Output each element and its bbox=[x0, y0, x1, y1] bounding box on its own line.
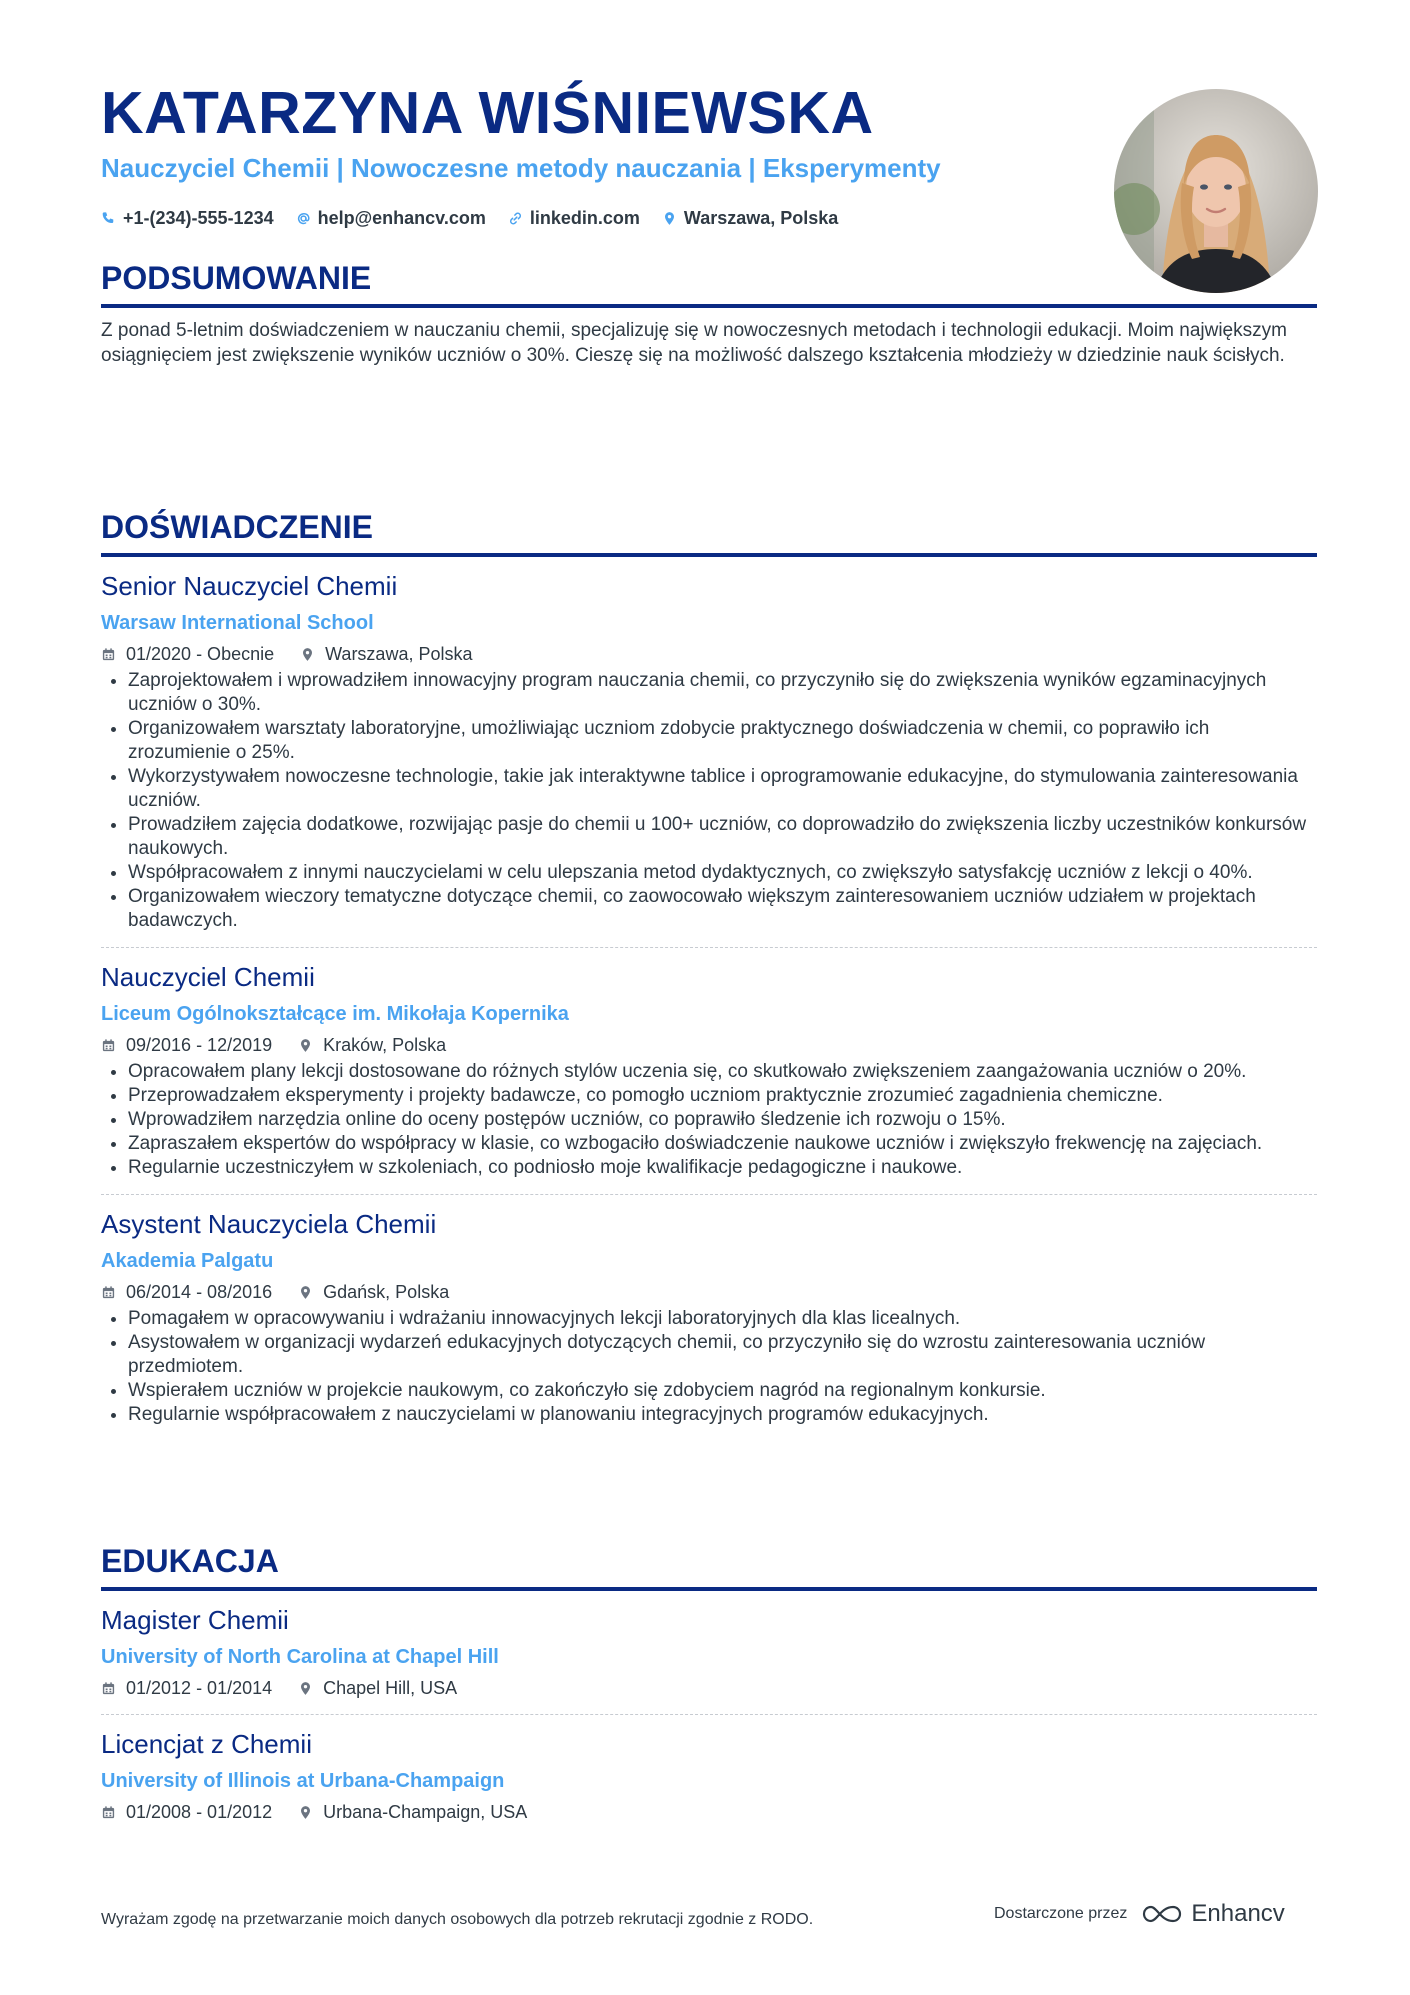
contact-email-text: help@enhancv.com bbox=[317, 207, 486, 228]
education-location-text: Urbana-Champaign, USA bbox=[323, 1801, 528, 1822]
job-dates-text: 09/2016 - 12/2019 bbox=[126, 1034, 273, 1055]
experience-entry bbox=[101, 964, 1317, 1195]
degree-title: Magister Chemii bbox=[101, 1605, 289, 1635]
summary-title: PODSUMOWANIE bbox=[101, 262, 1317, 308]
job-meta bbox=[101, 1033, 1317, 1057]
education-meta bbox=[101, 1800, 1317, 1824]
job-bullets bbox=[101, 1307, 1317, 1427]
experience-entry bbox=[101, 573, 1317, 948]
job-location bbox=[298, 1035, 446, 1056]
map-pin-icon bbox=[300, 647, 315, 662]
map-pin-icon bbox=[298, 1285, 313, 1300]
job-title: Asystent Nauczyciela Chemii bbox=[101, 1209, 437, 1239]
job-title: Senior Nauczyciel Chemii bbox=[101, 571, 398, 601]
contact-bar bbox=[101, 206, 838, 230]
bullet-item: Wykorzystywałem nowoczesne technologie, takie jak interaktywne tablice i oprogramowanie edukacyjne, do stymulowania zainteresowania uczniów. bbox=[101, 765, 1317, 813]
candidate-name: KATARZYNA WIŚNIEWSKA bbox=[101, 80, 874, 146]
education-meta bbox=[101, 1676, 1317, 1700]
bullet-item: Organizowałem wieczory tematyczne dotyczące chemii, co zaowocowało większym zainteresowaniem uczniów udziałem w projektach badawczych. bbox=[101, 885, 1317, 933]
contact-location-text: Warszawa, Polska bbox=[683, 207, 839, 228]
powered-by-label: Dostarczone przez bbox=[994, 1905, 1128, 1922]
job-dates-text: 01/2020 - Obecnie bbox=[126, 643, 275, 664]
bullet-item: Zaprojektowałem i wprowadziłem innowacyjny program nauczania chemii, co przyczyniło się do zwiększenia wyników egzaminacyjnych uczniów o 30%. bbox=[101, 669, 1317, 717]
bullet-item: Organizowałem warsztaty laboratoryjne, umożliwiając uczniom zdobycie praktycznego doświadczenia w chemii, co poprawiło ich zrozumienie o 25%. bbox=[101, 717, 1317, 765]
brand-link[interactable] bbox=[1139, 1900, 1284, 1928]
bullet-item: Regularnie uczestniczyłem w szkoleniach, co podniosło moje kwalifikacje pedagogiczne i naukowe. bbox=[101, 1156, 1317, 1180]
school-name: University of Illinois at Urbana-Champaign bbox=[101, 1770, 505, 1792]
enhancv-logo-icon bbox=[1139, 1902, 1185, 1926]
bullet-item: Regularnie współpracowałem z nauczycielami w planowaniu integracyjnych programów edukacyjnych. bbox=[101, 1403, 1317, 1427]
phone-icon bbox=[101, 211, 116, 226]
contact-phone[interactable] bbox=[101, 208, 274, 229]
link-icon bbox=[508, 211, 523, 226]
education-location bbox=[298, 1802, 527, 1823]
bullet-item: Prowadziłem zajęcia dodatkowe, rozwijając pasje do chemii u 100+ uczniów, co doprowadziło do zwiększenia liczby uczestników konkursów naukowych. bbox=[101, 813, 1317, 861]
job-title: Nauczyciel Chemii bbox=[101, 962, 315, 992]
map-pin-icon bbox=[662, 211, 677, 226]
contact-linkedin[interactable] bbox=[508, 208, 640, 229]
job-location bbox=[298, 1282, 449, 1303]
calendar-icon bbox=[101, 1681, 116, 1696]
job-dates bbox=[101, 644, 274, 665]
calendar-icon bbox=[101, 1038, 116, 1053]
job-location-text: Warszawa, Polska bbox=[325, 643, 473, 664]
job-location bbox=[300, 644, 472, 665]
bullet-item: Pomagałem w opracowywaniu i wdrażaniu innowacyjnych lekcji laboratoryjnych dla klas licealnych. bbox=[101, 1307, 1317, 1331]
summary-text: Z ponad 5-letnim doświadczeniem w nauczaniu chemii, specjalizuję się w nowoczesnych metodach i technologii edukacji. Moim największym osiągnięciem jest zwiększenie wyników uczniów o 30%. Cieszę się na możliwość dalszego kształcenia młodzieży w dziedzinie nauk ścisłych. bbox=[101, 320, 1287, 366]
powered-by bbox=[994, 1900, 1285, 1928]
job-dates bbox=[101, 1282, 272, 1303]
bullet-item: Wspierałem uczniów w projekcie naukowym, co zakończyło się zdobyciem nagród na regionalnym konkursie. bbox=[101, 1379, 1317, 1403]
entry-divider bbox=[101, 947, 1317, 948]
bullet-item: Wprowadziłem narzędzia online do oceny postępów uczniów, co poprawiło śledzenie ich rozwoju o 15%. bbox=[101, 1108, 1317, 1132]
job-location-text: Kraków, Polska bbox=[323, 1034, 447, 1055]
map-pin-icon bbox=[298, 1681, 313, 1696]
employer-name: Warsaw International School bbox=[101, 612, 374, 634]
job-meta bbox=[101, 642, 1317, 666]
contact-email[interactable] bbox=[296, 208, 486, 229]
education-entry bbox=[101, 1731, 1317, 1824]
bullet-item: Przeprowadzałem eksperymenty i projekty badawcze, co pomogło uczniom praktycznie zrozumieć zagadnienia chemiczne. bbox=[101, 1084, 1317, 1108]
job-bullets bbox=[101, 1060, 1317, 1180]
calendar-icon bbox=[101, 1285, 116, 1300]
job-meta bbox=[101, 1280, 1317, 1304]
bullet-item: Współpracowałem z innymi nauczycielami w celu ulepszania metod dydaktycznych, co zwiększyło satysfakcję uczniów z lekcji o 40%. bbox=[101, 861, 1317, 885]
entry-divider bbox=[101, 1714, 1317, 1715]
experience-section bbox=[101, 511, 1317, 1427]
experience-title: DOŚWIADCZENIE bbox=[101, 511, 1317, 557]
bullet-item: Zapraszałem ekspertów do współpracy w klasie, co wzbogaciło doświadczenie naukowe uczniów i zwiększyło frekwencję na zajęciach. bbox=[101, 1132, 1317, 1156]
at-icon bbox=[296, 211, 311, 226]
education-entry bbox=[101, 1607, 1317, 1715]
education-location-text: Chapel Hill, USA bbox=[323, 1677, 458, 1698]
education-section bbox=[101, 1545, 1317, 1824]
summary-section bbox=[101, 262, 1317, 368]
employer-name: Akademia Palgatu bbox=[101, 1250, 274, 1272]
degree-title: Licencjat z Chemii bbox=[101, 1729, 312, 1759]
headline: Nauczyciel Chemii | Nowoczesne metody nauczania | Eksperymenty bbox=[101, 153, 941, 183]
job-location-text: Gdańsk, Polska bbox=[323, 1281, 450, 1302]
contact-location bbox=[662, 208, 838, 229]
education-dates-text: 01/2008 - 01/2012 bbox=[126, 1801, 273, 1822]
contact-phone-text: +1-(234)-555-1234 bbox=[123, 207, 274, 228]
education-dates bbox=[101, 1678, 272, 1699]
experience-entry bbox=[101, 1211, 1317, 1427]
school-name: University of North Carolina at Chapel Hill bbox=[101, 1646, 499, 1668]
map-pin-icon bbox=[298, 1038, 313, 1053]
education-location bbox=[298, 1678, 457, 1699]
employer-name: Liceum Ogólnokształcące im. Mikołaja Kopernika bbox=[101, 1003, 569, 1025]
job-dates bbox=[101, 1035, 272, 1056]
entry-divider bbox=[101, 1194, 1317, 1195]
bullet-item: Opracowałem plany lekcji dostosowane do różnych stylów uczenia się, co skutkowało zwiększeniem zaangażowania uczniów o 20%. bbox=[101, 1060, 1317, 1084]
calendar-icon bbox=[101, 1805, 116, 1820]
calendar-icon bbox=[101, 647, 116, 662]
education-title: EDUKACJA bbox=[101, 1545, 1317, 1591]
gdpr-consent: Wyrażam zgodę na przetwarzanie moich danych osobowych dla potrzeb rekrutacji zgodnie z RODO. bbox=[101, 1911, 814, 1928]
map-pin-icon bbox=[298, 1805, 313, 1820]
education-dates bbox=[101, 1802, 272, 1823]
contact-linkedin-text: linkedin.com bbox=[529, 207, 640, 228]
brand-name: Enhancv bbox=[1191, 1900, 1285, 1927]
bullet-item: Asystowałem w organizacji wydarzeń edukacyjnych dotyczących chemii, co przyczyniło się do wzrostu zainteresowania uczniów przedmiotem. bbox=[101, 1331, 1317, 1379]
job-dates-text: 06/2014 - 08/2016 bbox=[126, 1281, 273, 1302]
job-bullets bbox=[101, 669, 1317, 933]
education-dates-text: 01/2012 - 01/2014 bbox=[126, 1677, 273, 1698]
